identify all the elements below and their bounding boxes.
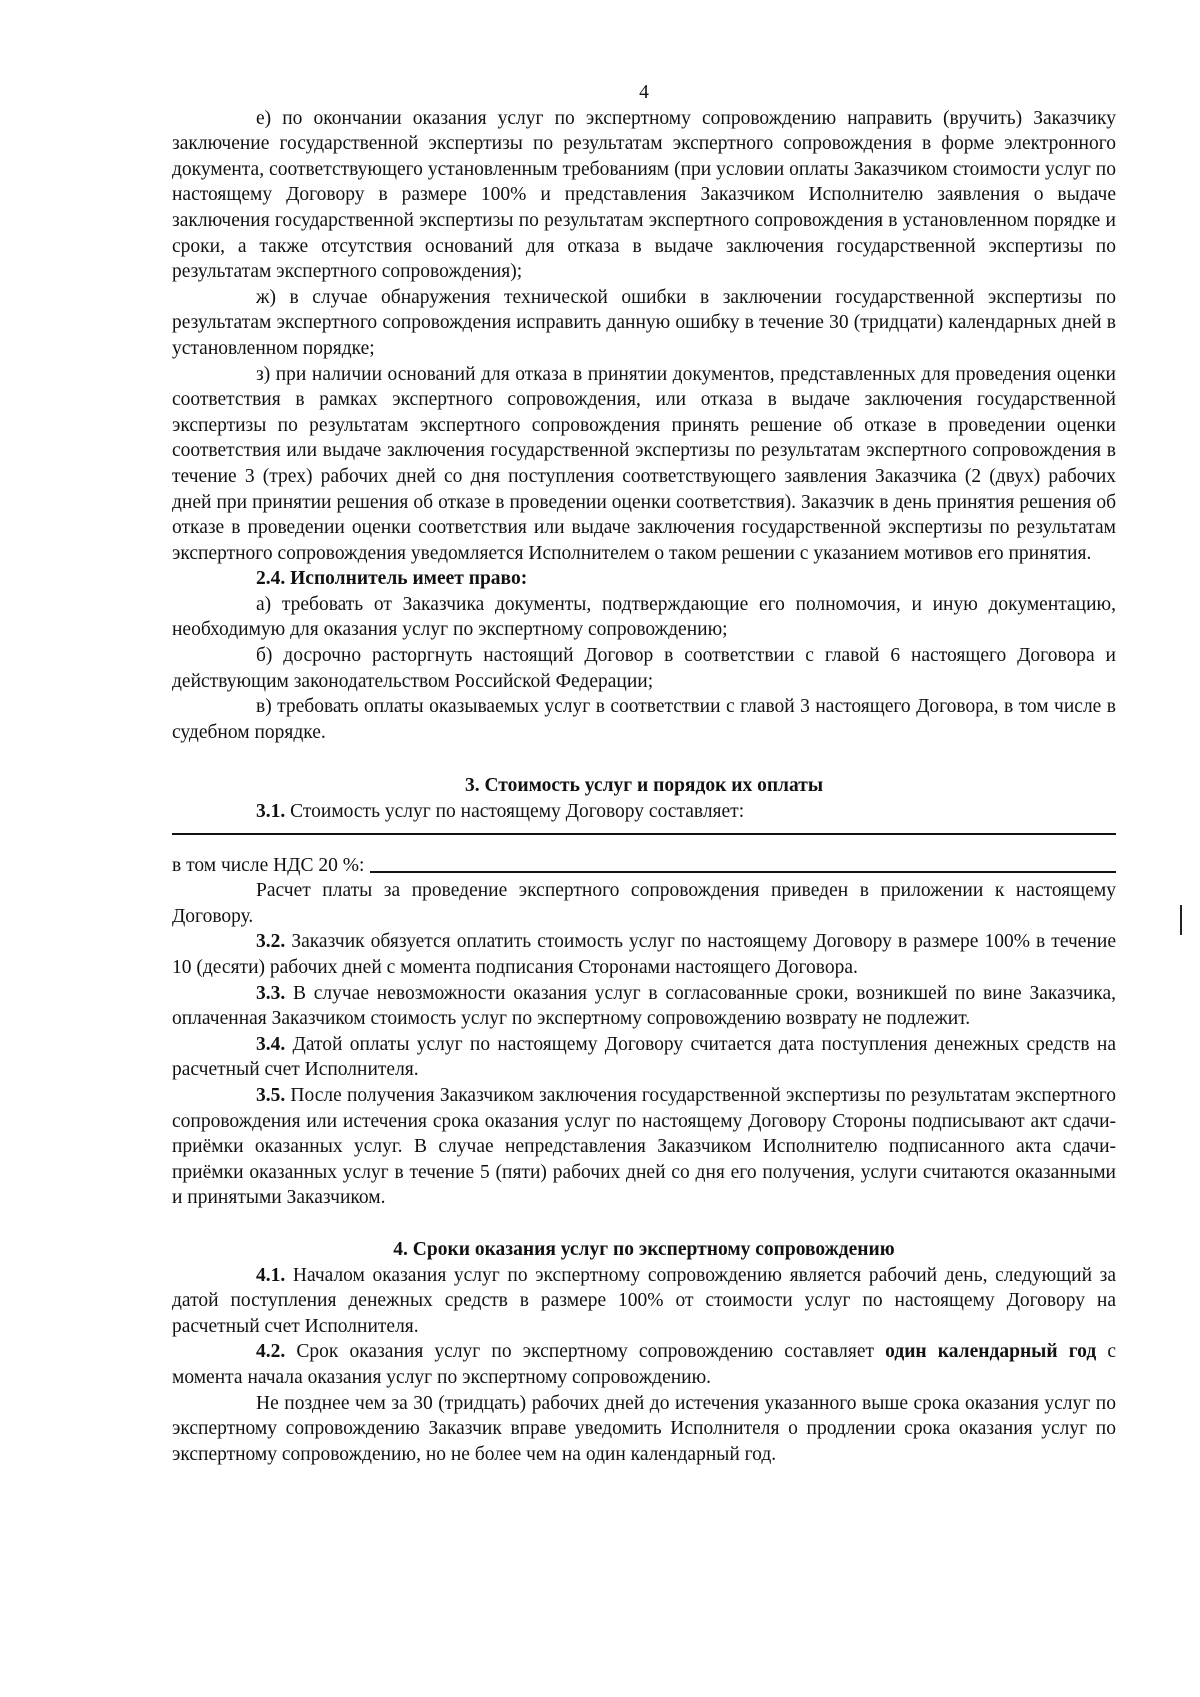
vat-blank-line <box>370 871 1116 873</box>
clause-3-2-number: 3.2. <box>256 931 286 953</box>
clause-4-2-number: 4.2. <box>256 1341 286 1363</box>
clause-3-2-text: Заказчик обязуется оплатить стоимость услуг по настоящему Договору в размере 100% в течение 10 (десяти) рабочих дней с момента подписания Сторонами настоящего Договора. <box>172 931 1116 978</box>
clause-3-5-text: После получения Заказчиком заключения государственной экспертизы по результатам экспертного сопровождения или истечения срока оказания услуг по настоящему Договору Стороны подписывают акт сдачи-приёмки оказанных услуг. В случае непредставления Заказчиком Исполнителю подписанного акта сдачи-приёмки оказанных услуг в течение 5 (пяти) рабочих дней со дня его получения, услуги считаются оказанными и принятыми Заказчиком. <box>172 1084 1116 1209</box>
clause-4-2-term: один календарный год <box>885 1341 1097 1363</box>
clause-2-4-b: б) досрочно расторгнуть настоящий Договор в соответствии с главой 6 настоящего Договора и действующим законодательством Российской Федерации; <box>172 645 1116 692</box>
clause-3-1 <box>172 799 1116 825</box>
clause-4-1-text: Началом оказания услуг по экспертному сопровождению является рабочий день, следующий за датой поступления денежных средств в размере 100% от стоимости услуг по настоящему Договору на расчетный счет Исполнителя. <box>172 1264 1116 1337</box>
clause-3-5-number: 3.5. <box>256 1084 286 1106</box>
calc-note: Расчет платы за проведение экспертного сопровождения приведен в приложении к настоящему Договору. <box>172 880 1116 927</box>
clause-3-2 <box>172 929 1116 980</box>
clause-4-extension: Не позднее чем за 30 (тридцать) рабочих дней до истечения указанного выше срока оказания услуг по экспертному сопровождению Заказчик вправе уведомить Исполнителя о продлении срока оказания услуг по экспертному сопровождению, но не более чем на один календарный год. <box>172 1392 1116 1465</box>
vat-row <box>172 853 1116 879</box>
vat-label: в том числе НДС 20 %: <box>172 854 365 876</box>
clause-3-1-number: 3.1. <box>256 801 286 823</box>
clause-3-4-number: 3.4. <box>256 1033 286 1055</box>
cost-blank-line <box>172 825 1116 835</box>
clause-2-4-a: а) требовать от Заказчика документы, подтверждающие его полномочия, и иную документацию, необходимую для оказания услуг по экспертному сопровождению; <box>172 593 1116 641</box>
clause-3-4-text: Датой оплаты услуг по настоящему Договору считается дата поступления денежных средств на расчетный счет Исполнителя. <box>172 1033 1116 1081</box>
clause-2-3-z: з) при наличии оснований для отказа в принятии документов, представленных для проведения оценки соответствия в рамках экспертного сопровождения, или отказа в выдаче заключения государственной экспертизы по результатам экспертного сопровождения принять решение об отказе в проведении оценки соответствия или выдаче заключения государственной экспертизы по результатам экспертного сопровождения в течение 3 (трех) рабочих дней со дня поступления соответствующего заявления Заказчика (2 (двух) рабочих дней при принятии решения об отказе в проведении оценки соответствия). Заказчик в день принятия решения об отказе в проведении оценки соответствия или выдаче заключения государственной экспертизы по результатам экспертного сопровождения уведомляется Исполнителем о таком решении с указанием мотивов его принятия. <box>172 363 1116 564</box>
clause-2-3-e: е) по окончании оказания услуг по экспертному сопровождению направить (вручить) Заказчику заключение государственной экспертизы по результатам экспертного сопровождения в форме электронного документа, соответствующего установленным требованиям (при условии оплаты Заказчиком стоимости услуг по настоящему Договору в размере 100% и представления Заказчиком Исполнителю заявления о выдаче заключения государственной экспертизы по результатам экспертного сопровождения в установленном порядке и сроки, а также отсутствия оснований для отказа в выдаче заключения государственной экспертизы по результатам экспертного сопровождения); <box>172 107 1116 283</box>
clause-4-2 <box>172 1339 1116 1390</box>
clause-4-1-number: 4.1. <box>256 1264 286 1286</box>
clause-3-3-number: 3.3. <box>256 982 286 1004</box>
clause-3-3 <box>172 981 1116 1032</box>
clause-2-4-title: 2.4. Исполнитель имеет право: <box>256 568 528 590</box>
clause-3-1-text: Стоимость услуг по настоящему Договору составляет: <box>285 801 745 823</box>
clause-4-2-text-b: с момента начала оказания услуг по экспертному сопровождению. <box>172 1341 1116 1388</box>
clause-2-4-v: в) требовать оплаты оказываемых услуг в соответствии с главой 3 настоящего Договора, в том числе в судебном порядке. <box>172 696 1116 743</box>
clause-3-5 <box>172 1083 1116 1211</box>
section-4-heading: 4. Сроки оказания услуг по экспертному сопровождению <box>393 1238 895 1260</box>
clause-4-1 <box>172 1263 1116 1340</box>
clause-4-2-text-a: Срок оказания услуг по экспертному сопровождению составляет <box>285 1341 886 1363</box>
page-number: 4 <box>639 82 649 103</box>
scan-edge-mark <box>1180 905 1182 935</box>
clause-3-3-text: В случае невозможности оказания услуг в согласованные сроки, возникшей по вине Заказчика, оплаченная Заказчиком стоимость услуг по экспертному сопровождению возврату не подлежит. <box>172 982 1116 1030</box>
clause-3-4 <box>172 1032 1116 1083</box>
document-page <box>172 80 1116 1467</box>
clause-2-3-zh: ж) в случае обнаружения технической ошибки в заключении государственной экспертизы по результатам экспертного сопровождения исправить данную ошибку в течение 30 (тридцати) календарных дней в установленном порядке; <box>172 286 1116 359</box>
section-3-heading: 3. Стоимость услуг и порядок их оплаты <box>464 775 824 797</box>
